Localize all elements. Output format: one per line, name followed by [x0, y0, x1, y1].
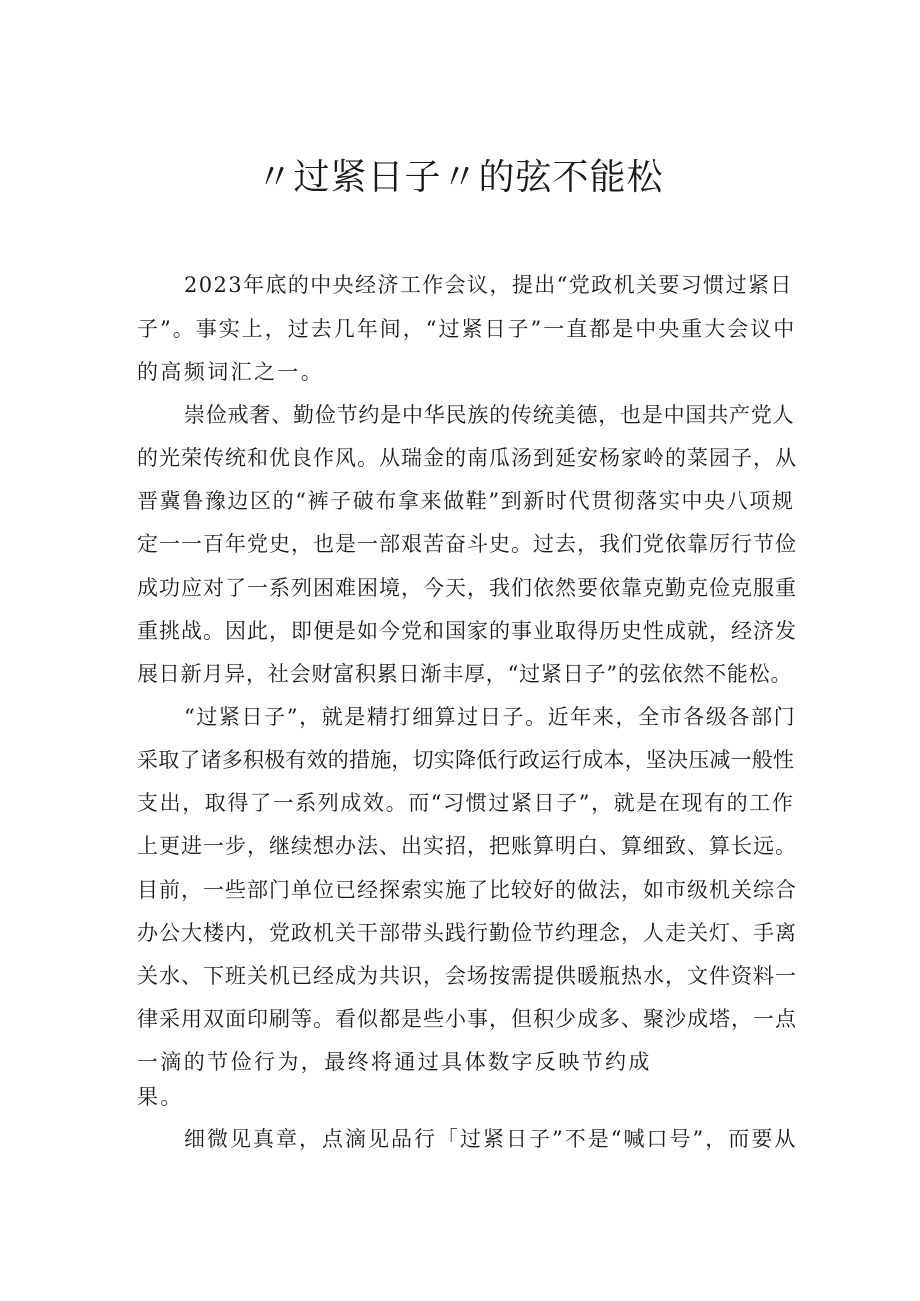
- paragraph-3-line-10: 果。: [137, 1085, 184, 1109]
- paragraph-3-line-6: 办公大楼内，党政机关干部带头践行勤俭节约理念，人走关灯、手离: [137, 921, 797, 945]
- paragraph-3-line-3: 支出，取得了一系列成效。而“习惯过紧日子”，就是在现有的工作: [137, 791, 795, 815]
- paragraph-3-line-9: 一滴的节俭行为，最终将通过具体数字反映节约成: [137, 1050, 652, 1074]
- paragraph-3-line-2: 采取了诸多积极有效的措施，切实降低行政运行成本，坚决压减一般性: [137, 748, 795, 772]
- paragraph-3-line-4: 上更进一步，继续想办法、出实招，把账算明白、算细致、算长远。: [137, 834, 797, 858]
- document-title: 〃过紧日子〃的弦不能松: [256, 157, 664, 198]
- paragraph-1-line-3: 的高频词汇之一。: [137, 360, 325, 384]
- paragraph-3-line-8: 律采用双面印刷等。看似都是些小事，但积少成多、聚沙成塔，一点: [137, 1007, 797, 1031]
- paragraph-2-line-5: 成功应对了一系列困难困境，今天，我们依然要依靠克勤克俭克服重: [137, 576, 797, 600]
- paragraph-2-line-7: 展日新月异，社会财富积累日渐丰厚，“过紧日子”的弦依然不能松。: [137, 662, 793, 686]
- paragraph-2-line-4: 定一一百年党史，也是一部艰苦奋斗史。过去，我们党依靠厉行节俭: [137, 532, 797, 556]
- paragraph-3-line-1: “过紧日子”，就是精打细算过日子。近年来，全市各级各部门: [184, 705, 797, 729]
- paragraph-3-line-7: 关水、下班关机已经成为共识，会场按需提供暖瓶热水，文件资料一: [137, 964, 797, 988]
- paragraph-2-line-3: 晋冀鲁豫边区的“裤子破布拿来做鞋”到新时代贯彻落实中央八项规: [137, 489, 795, 513]
- paragraph-3-line-5: 目前，一些部门单位已经探索实施了比较好的做法，如市级机关综合: [137, 878, 797, 902]
- paragraph-1-line-2: 子”。事实上，过去几年间，“过紧日子”一直都是中央重大会议中: [137, 317, 797, 341]
- paragraph-1-line-1: 2023年底的中央经济工作会议，提出“党政机关要习惯过紧日: [184, 273, 793, 297]
- paragraph-4-line-1: 细微见真章，点滴见品行「过紧日子”不是“喊口号”，而要从: [184, 1127, 798, 1151]
- paragraph-2-line-6: 重挑战。因此，即便是如今党和国家的事业取得历史性成就，经济发: [137, 619, 797, 643]
- paragraph-2-line-1: 崇俭戒奢、勤俭节约是中华民族的传统美德，也是中国共产党人: [184, 403, 795, 427]
- paragraph-2-line-2: 的光荣传统和优良作风。从瑞金的南瓜汤到延安杨家岭的菜园子，从: [137, 446, 797, 470]
